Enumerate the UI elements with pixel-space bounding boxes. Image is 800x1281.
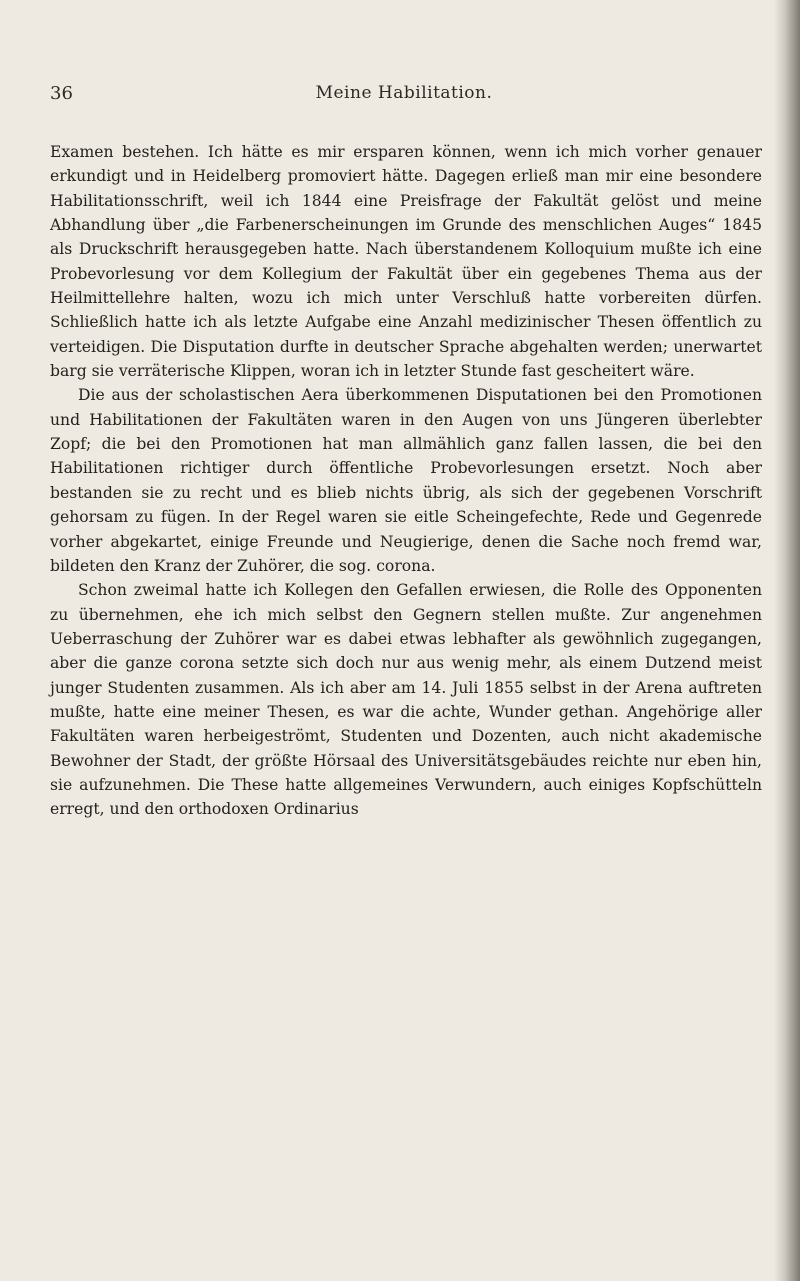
paragraph: Schon zweimal hatte ich Kollegen den Gefallen erwiesen, die Rolle des Opponenten zu übernehmen, ehe ich mich selbst den Gegnern stellen mußte. Zur angenehmen Ueberraschung der Zuhörer war es dabei etwas lebhafter als gewöhnlich zugegangen, aber die ganze corona setzte sich doch nur aus wenig mehr, als einem Dutzend meist junger Studenten zusammen. Als ich aber am 14. Juli 1855 selbst in der Arena auftreten mußte, hatte eine meiner Thesen, es war die achte, Wunder gethan. Angehörige aller Fakultäten waren herbeigeströmt, Studenten und Dozenten, auch nicht akademische Bewohner der Stadt, der größte Hörsaal des Universitätsgebäudes reichte nur eben hin, sie aufzunehmen. Die These hatte allgemeines Verwundern, auch einiges Kopfschütteln erregt, und den orthodoxen Ordinarius bbox=[50, 581, 762, 819]
body-text bbox=[50, 140, 762, 822]
page-header bbox=[48, 83, 760, 111]
page-number: 36 bbox=[50, 83, 73, 104]
paragraph: Die aus der scholastischen Aera überkommenen Disputationen bei den Promotionen und Habilitationen der Fakultäten waren in den Augen von uns Jüngeren überlebter Zopf; die bei den Promotionen hat man allmählich ganz fallen lassen, die bei den Habilitationen richtiger durch öffentliche Probevorlesungen ersetzt. Noch aber bestanden sie zu recht und es blieb nichts übrig, als sich der gegebenen Vorschrift gehorsam zu fügen. In der Regel waren sie eitle Scheingefechte, Rede und Gegenrede vorher abgekartet, einige Freunde und Neugierige, denen die Sache noch fremd war, bildeten den Kranz der Zuhörer, die sog. corona. bbox=[50, 386, 762, 575]
running-title: Meine Habilitation. bbox=[315, 83, 493, 103]
paragraph: Examen bestehen. Ich hätte es mir ersparen können, wenn ich mich vorher genauer erkundigt und in Heidelberg promoviert hätte. Dagegen erließ man mir eine besondere Habilitationsschrift, weil ich 1844 eine Preisfrage der Fakultät gelöst und meine Abhandlung über „die Farbenerscheinungen im Grunde des menschlichen Auges“ 1845 als Druckschrift herausgegeben hatte. Nach überstandenem Kolloquium mußte ich eine Probevorlesung vor dem Kollegium der Fakultät über ein gegebenes Thema aus der Heilmittellehre halten, wozu ich mich unter Verschluß hatte vorbereiten dürfen. Schließlich hatte ich als letzte Aufgabe eine Anzahl medizinischer Thesen öffentlich zu verteidigen. Die Disputation durfte in deutscher Sprache abgehalten werden; unerwartet barg sie verräterische Klippen, woran ich in letzter Stunde fast gescheitert wäre. bbox=[50, 143, 762, 381]
page-edge-shadow bbox=[774, 0, 800, 1281]
